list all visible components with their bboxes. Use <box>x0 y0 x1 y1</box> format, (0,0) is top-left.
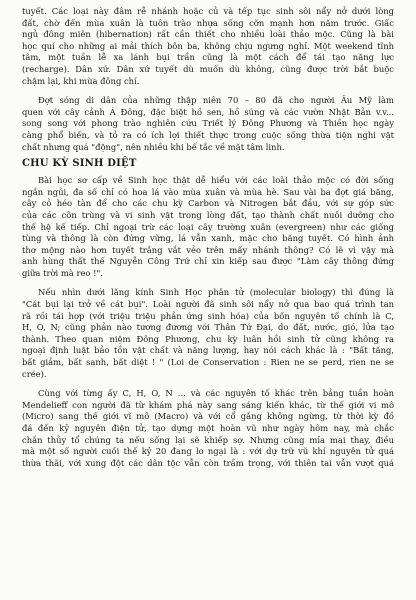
text-line: Đợt sóng di dân của những thập niên 70 – 80 đã cho người Âu Mỹ làm <box>38 95 394 106</box>
text-line: crée). <box>22 368 47 379</box>
paragraph-molecular-biology <box>22 287 394 380</box>
text-line: tuyết. Các loại này đâm rễ nhánh hoặc củ và tếp tục sinh sôi nẩy nở dưới lòng <box>22 6 394 16</box>
text-line: cây cỏ héo tàn để cho các chu kỳ Carbon và Nitrogen bắt đầu, với sự góp sức <box>22 198 394 209</box>
text-line: giữa trời mà reo !". <box>22 267 103 278</box>
paragraph-biology-lesson <box>22 175 394 279</box>
text-line: mà một số người cuối thế kỷ 20 đang lo ngại là : với dự trữ vũ khí nguyên tử quá <box>22 446 394 457</box>
text-line: học quí cho những ai mải thích bôn ba, không chịu ngưng nghỉ. Một weekend tĩnh <box>22 40 394 51</box>
text-line: Nếu nhìn dưới lăng kính Sinh Học phân tử (molecular biology) thì đúng là <box>38 287 394 298</box>
text-line: (Micro) sang thế giới vĩ mô (Macro) và với cổ gắng không ngừng, từ thời kỳ đồ <box>22 411 394 422</box>
text-line: H, O, N; cũng phản nào tương đương với Thân Tứ Đại, do đất, nước, gió, lửa tạo <box>22 322 394 333</box>
text-line: thừa thãi, với xung đột các dân tộc vẫn còn trầm trọng, với thiên tai vẫn vượt quá <box>22 457 394 468</box>
text-line: ngoại định luật bảo tồn vật chất và năng lượng, hay nói cách khác là : "Bất tăng, <box>22 345 394 356</box>
text-line: ngủ đông miên (hibernation) rất cần thiết cho nhiều loài thảo mộc. Cũng là bài <box>22 29 394 40</box>
text-line: quen với cây cảnh Á Đông, đặc biệt hồ sen, hồ súng và các vườn Nhật Bản v.v... <box>22 106 394 117</box>
text-line: càng phổ biến, và tỏ ra có ích lợi thiết thực trong cuộc sống thừa tiện nghi vật <box>22 129 394 140</box>
text-line: thơ mộng nào hơn tuyết trắng vắt vẻo trên mấy nhánh thông? Có lẽ vì vậy mà <box>22 244 394 255</box>
text-line: đất, chờ đến mùa xuân là tuôn trào nhựa sống cỡn mạnh hơn năm trước. Giấc <box>22 17 394 28</box>
section-heading: CHU KỲ SINH DIỆT <box>22 158 137 170</box>
paragraph-immigration <box>22 95 394 153</box>
paragraph-elements <box>22 388 394 469</box>
paragraph-hibernation <box>22 6 394 87</box>
text-line: ngắn ngủi, đa số chỉ có hoa lá vào mùa xuân và mùa hè. Sau vài ba đợt giá băng, <box>22 186 394 197</box>
text-line: song song với phong trào nghiên cứu Triết lý Đông Phương và Thiền học ngày <box>22 118 394 129</box>
text-line: đá đến kỷ nguyên điện tử, tạo dựng một hoàn vũ như ngày hôm nay, mà chắc <box>22 423 394 433</box>
text-line: chắn thủy tổ chúng ta nếu sống lại sẽ khiếp sợ. Nhưng cũng mỉa mai thay, điều <box>22 434 394 445</box>
text-line: tùng và thông là còn đứng vững, lá vẫn xanh, mặc cho băng tuyết. Có hình ảnh <box>22 233 394 244</box>
text-line: "Cát bụi lại trở về cát bụi". Loài người đã sinh sôi nẩy nở qua bao quá trình tan <box>22 299 394 310</box>
text-line: chậm lại, khi mùa đông chí. <box>22 75 140 86</box>
text-line: Mendelieff con người đã từ khám phá này sang sáng kiến khác, từ thế giới vi mô <box>22 399 394 410</box>
text-line: chất nhưng quá "động", nên nhiều khi bế tắc về mặt tâm linh. <box>22 141 285 152</box>
text-line: bất giảm, bất sanh, bất diệt ! " (Loi de Conservation : Rien ne se perd, rien ne se <box>22 357 394 368</box>
text-line: Cùng với từng ấy C, H, O, N ... và các nguyên tố khác trên bảng tuần hoàn <box>38 388 394 399</box>
text-line: của các côn trùng và vi sinh vật trong lòng đất, tạo thành chất nuôi dưỡng cho <box>22 209 394 220</box>
text-line: (recharge). Dân xứ. Dân xứ tuyết dù muốn dù không, cũng được trời bắt buộc <box>22 63 394 74</box>
text-line: Bài học sơ cấp về Sinh học thật dễ hiểu với các loài thảo mộc có đời sống <box>38 175 394 186</box>
text-line: tâm, một tuần lễ xa lánh bụi trần cũng là một cách để tái tạo năng lực <box>22 52 394 63</box>
text-line: thành. Theo quan niệm Đông Phương, chu kỳ luân hồi sinh tử cũng không ra <box>22 333 394 344</box>
text-line: thế hệ kế tiếp. Chỉ ngoại trừ các loại cây trường xuân (evergreen) như các giống <box>22 221 394 232</box>
text-line: anh hùng thất thế Nguyễn Công Trứ chỉ xin kiếp sau được "Làm cây thông đứng <box>22 256 394 267</box>
text-line: rã rồi tái hợp (với triệu triệu phản ứng sinh hóa) của bốn nguyên tố chính là C, <box>22 310 394 321</box>
